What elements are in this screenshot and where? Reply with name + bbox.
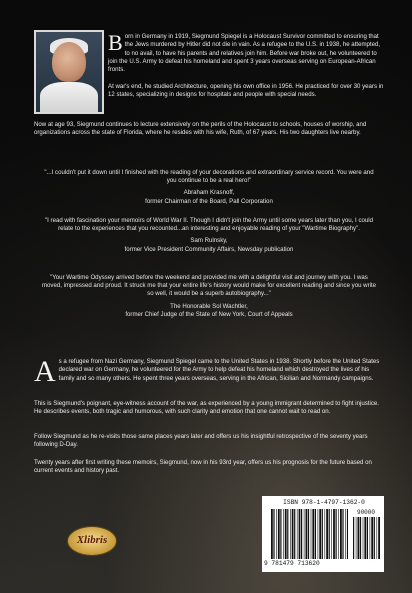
author-face (52, 42, 86, 82)
testimonial-name: Sam Rulnsky, (190, 237, 228, 245)
testimonial (40, 169, 378, 206)
publisher-logo-text: Xlibris (76, 534, 108, 546)
bio-intro-text: orn in Germany in 1919, Siegmund Spiegel is a Holocaust Survivor committed to ensuring that the Jews murdered by Hitler did not die in vain. As a refugee to the U.S. in 1938, he attempted, to no avail, to have his parents and relatives join him. Before war broke out, he volunteered to join the U.S. Army to defeat his homeland and spent 3 years overseas serving on European-African fronts. (108, 33, 381, 74)
barcode-addon-number: 90000 (356, 509, 375, 516)
author-shirt (40, 82, 98, 114)
testimonial-name: The Honorable Sol Wachtler, (170, 302, 248, 310)
testimonial-text: "I read with fascination your memoirs of World War II. Though I didn't join the Army until some years later than you, I could relate to the experiences that you recounted...an interesting and enjoyable reading of your "Wartime Biography". (44, 217, 374, 233)
testimonial-title: former Chairman of the Board, Pall Corporation (145, 197, 273, 205)
testimonial (40, 217, 378, 254)
testimonial-name: Abraham Krasnoff, (183, 189, 235, 197)
author-bio-intro (108, 30, 384, 74)
blurb-text: s a refugee from Nazi Germany, Siegmund Spiegel came to the United States in 1938. Shortly before the United States declared war on Germany, he volunteered for the Army to help defeat his homeland which destroyed the lives of his family and so many others. He spent three years overseas, serving in the African, Sicilian and Normandy campaigns. (58, 358, 380, 382)
barcode-addon-icon (352, 517, 380, 559)
blurb-paragraph: This is Siegmund's poignant, eye-witness account of the war, as experienced by a young immigrant determined to fight injustice. He describes events, both tragic and humorous, with such clarity and emotion that one cannot wait to read on. (34, 400, 379, 416)
isbn-label: ISBN 978-1-4797-1362-0 (283, 499, 365, 506)
barcode-digits: 9 781479 713620 (264, 560, 320, 567)
blurb-paragraph (34, 355, 384, 388)
author-bio-now: Now at age 93, Siegmund continues to lecture extensively on the perils of the Holocaust to schools, houses of worship, and organizations across the state of Florida, where he resides with his wife, Ruth, of 67 years. His two daughters live nearby. (34, 121, 367, 137)
testimonial-title: former Vice President Community Affairs, Newsday publication (124, 245, 294, 253)
bio-drop-cap: B (108, 30, 123, 55)
testimonial-text: "...I couldn't put it down until I finished with the reading of your decorations and extraordinary service record. You were and you continue to be a real hero!" (44, 169, 374, 185)
barcode-box (262, 496, 384, 572)
author-bio-career: At war's end, he studied Architecture, opening his own office in 1956. He practiced for over 30 years in 12 states, specializing in designs for hospitals and people with special needs. (108, 83, 384, 99)
blurb-drop-cap: A (34, 355, 56, 388)
testimonial (40, 274, 378, 319)
blurb-paragraph: Twenty years after first writing these memoirs, Siegmund, now in his 93rd year, offers us his prognosis for the future based on current events and history past. (34, 459, 372, 475)
author-photo (34, 30, 104, 114)
barcode-icon (270, 509, 348, 559)
blurb-paragraph: Follow Siegmund as he re-visits those same places years later and offers us his insightful retrospective of the seventy years following D-Day. (34, 433, 368, 449)
testimonial-title: former Chief Judge of the State of New York, Court of Appeals (125, 310, 293, 318)
publisher-logo (68, 527, 116, 555)
testimonial-text: "Your Wartime Odyssey arrived before the weekend and provided me with a delightful visit and journey with you. I was moved, impressed and proud. It struck me that your entire life's history would make for excellent reading and since you write so well, it would be a superb autobiography..." (41, 274, 377, 298)
